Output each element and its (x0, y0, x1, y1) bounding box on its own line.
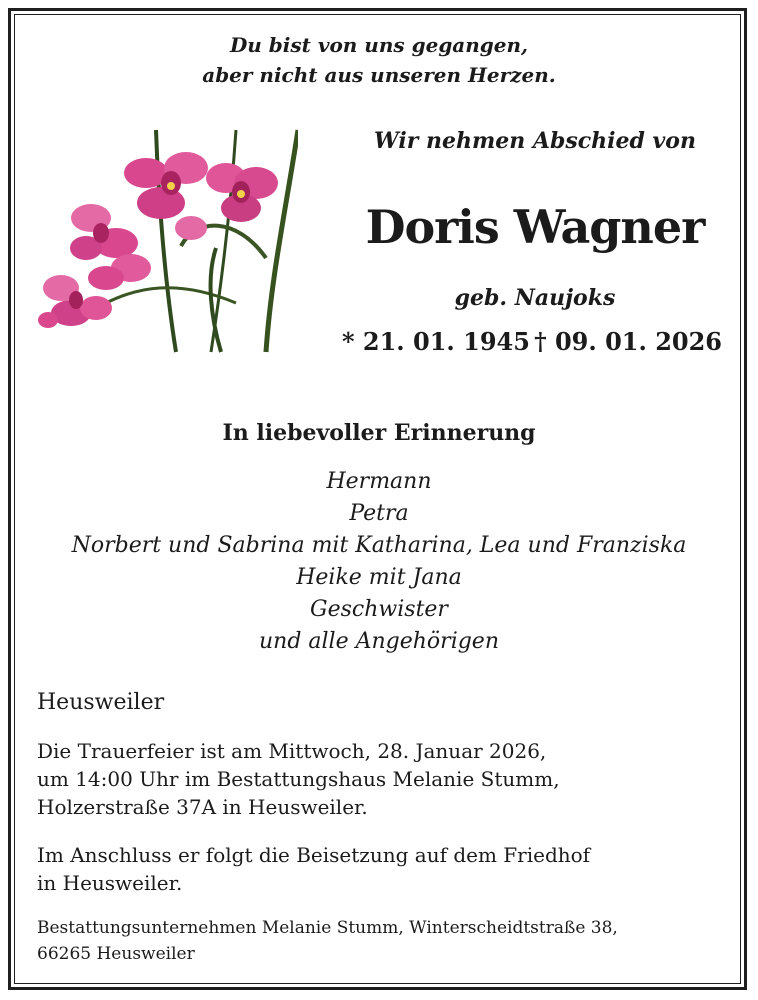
burial-line: Im Anschluss er folgt die Beisetzung auf dem Friedhof (37, 843, 591, 867)
family-member: Norbert und Sabrina mit Katharina, Lea und Franziska (71, 533, 687, 558)
motto-line-1: Du bist von uns gegangen, (229, 33, 529, 57)
family-member: Heike mit Jana (296, 565, 462, 590)
funeral-info (37, 737, 727, 821)
memory-heading: In liebevoller Erinnerung (222, 420, 536, 446)
undertaker-line: 66265 Heusweiler (37, 944, 195, 964)
funeral-line: Holzerstraße 37A in Heusweiler. (37, 795, 368, 819)
intro-text: Wir nehmen Abschied von (374, 128, 696, 154)
undertaker-info (37, 915, 737, 967)
orchid-blossom (124, 152, 208, 219)
birth-name: geb. Naujoks (454, 285, 616, 311)
burial-line: in Heusweiler. (37, 871, 183, 895)
family-list (0, 466, 758, 658)
birth-date: * 21. 01. 1945 (342, 327, 530, 356)
family-member: Geschwister (310, 597, 448, 622)
motto-line-2: aber nicht aus unseren Herzen. (202, 63, 556, 87)
funeral-line: um 14:00 Uhr im Bestattungshaus Melanie Stumm, (37, 767, 560, 791)
deceased-name: Doris Wagner (365, 200, 705, 254)
family-member: Hermann (326, 469, 432, 494)
place-name: Heusweiler (37, 690, 165, 715)
family-member: und alle Angehörigen (258, 629, 499, 654)
death-date: † 09. 01. 2026 (534, 327, 722, 356)
funeral-line: Die Trauerfeier ist am Mittwoch, 28. Januar 2026, (37, 739, 547, 763)
burial-info (37, 841, 727, 897)
family-member: Petra (349, 501, 409, 526)
orchid-flower-icon (36, 128, 298, 354)
undertaker-line: Bestattungsunternehmen Melanie Stumm, Winterscheidtstraße 38, (37, 918, 618, 938)
